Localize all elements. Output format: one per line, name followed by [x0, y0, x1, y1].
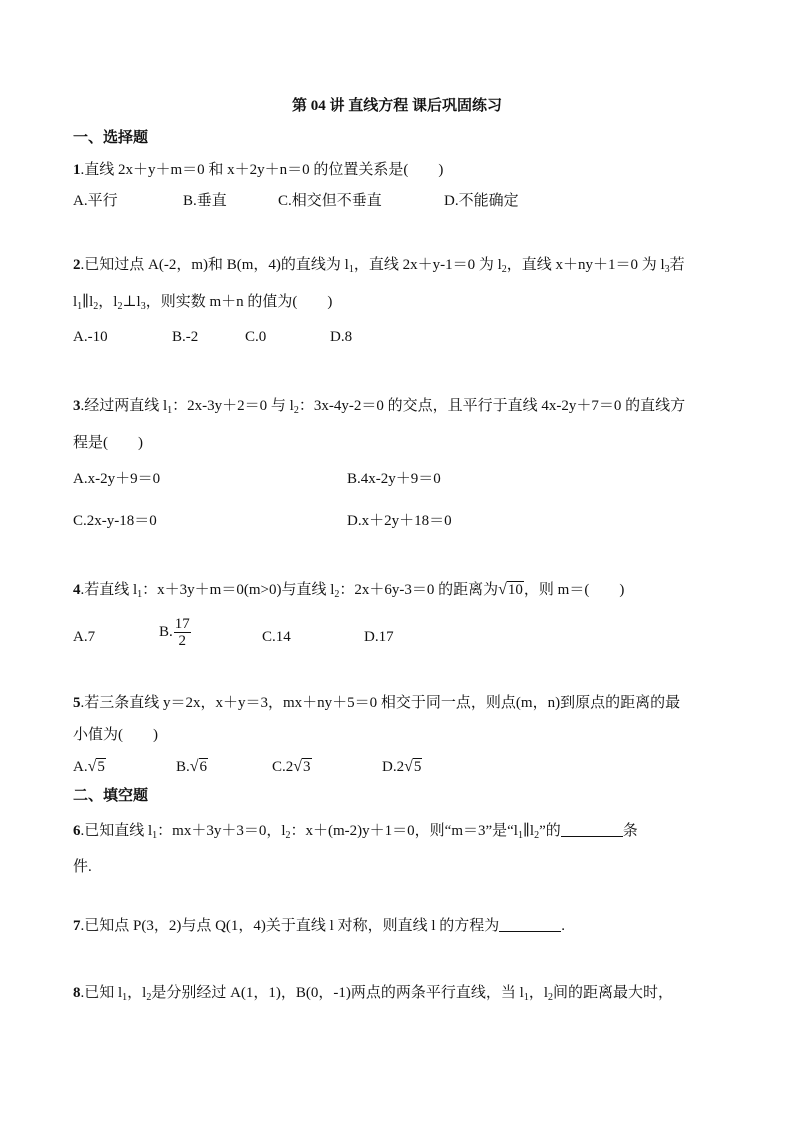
subscript: 2	[93, 301, 99, 312]
question-text: ∥l	[82, 294, 94, 310]
question-text: ⊥l	[122, 294, 141, 310]
question-number: 4	[73, 582, 81, 598]
question-text: ：2x＋6y-3＝0 的距离为	[339, 582, 499, 598]
square-root: √6	[189, 758, 208, 775]
subscript: 1	[152, 830, 158, 841]
question-7	[73, 916, 565, 936]
question-5-line-2: 小值为( )	[73, 727, 158, 743]
option-c	[272, 757, 312, 777]
subscript: 1	[167, 405, 173, 416]
question-number: 1	[73, 162, 81, 178]
question-text: .	[561, 918, 565, 934]
option-d	[382, 757, 422, 777]
option-a: A.7	[73, 629, 96, 645]
fraction	[174, 616, 191, 649]
denominator: 2	[178, 633, 187, 649]
question-text: .若三条直线 y＝2x，x＋y＝3，mx＋ny＋5＝0 相交于同一点，则点(m，n)到原点的距离的最	[80, 695, 681, 711]
question-text: 是分别经过 A(1，1)，B(0，-1)两点的两条平行直线，当 l	[151, 985, 524, 1001]
subscript: 1	[523, 992, 529, 1003]
option-a: A.-10	[73, 329, 108, 345]
question-2-line-2	[73, 292, 332, 312]
question-text: .已知 l	[80, 985, 123, 1001]
question-text: l	[73, 294, 78, 310]
square-root: √5	[87, 758, 105, 775]
option-a	[73, 757, 106, 777]
question-text: ，l	[98, 294, 118, 310]
option-c: C.相交但不垂直	[278, 193, 382, 209]
subscript: 1	[122, 992, 128, 1003]
question-text: .已知点 P(3，2)与点 Q(1，4)关于直线 l 对称，则直线 l 的方程为	[80, 918, 500, 934]
question-text: ，l	[127, 985, 147, 1001]
option-label: A.	[73, 759, 88, 775]
question-text: ：2x-3y＋2＝0 与 l	[172, 398, 294, 414]
question-3-line-2: 程是( )	[73, 435, 143, 451]
section-heading-fill: 二、填空题	[73, 788, 149, 804]
subscript: 3	[140, 301, 146, 312]
subscript: 2	[334, 589, 340, 600]
subscript: 1	[77, 301, 83, 312]
question-text: ”的	[539, 823, 561, 839]
question-text: .已知过点 A(-2，m)和 B(m，4)的直线为 l	[80, 257, 349, 273]
square-root: √5	[404, 758, 422, 775]
option-label: B.	[159, 624, 173, 640]
question-text: .已知直线 l	[80, 823, 153, 839]
question-5	[73, 693, 680, 713]
question-text: ：x＋(m-2)y＋1＝0，则“m＝3”是“l	[290, 823, 518, 839]
radicand: 6	[199, 759, 208, 775]
subscript: 1	[137, 589, 143, 600]
question-4	[73, 580, 624, 600]
question-text: 条	[622, 823, 638, 839]
option-a: A.平行	[73, 193, 118, 209]
question-6	[73, 821, 638, 841]
option-a: A.x-2y＋9＝0	[73, 471, 161, 487]
square-root: √3	[293, 758, 311, 775]
radicand: 3	[303, 759, 311, 775]
question-text: 间的距离最大时，	[553, 985, 674, 1001]
question-text: ∥l	[522, 823, 535, 839]
option-c: C.2x-y-18＝0	[73, 513, 157, 529]
question-text: ，则 m＝( )	[523, 582, 625, 598]
option-b: B.4x-2y＋9＝0	[347, 471, 441, 487]
question-number: 2	[73, 257, 81, 273]
subscript: 1	[517, 830, 523, 841]
question-text: ：mx＋3y＋3＝0，l	[157, 823, 286, 839]
question-3	[73, 396, 685, 416]
subscript: 2	[548, 992, 553, 1003]
question-text: ：x＋3y＋m＝0(m>0)与直线 l	[142, 582, 335, 598]
radicand: 5	[413, 759, 422, 775]
numerator: 17	[174, 616, 190, 632]
option-label: B.	[176, 759, 190, 775]
subscript: 2	[534, 830, 540, 841]
option-d: D.x＋2y＋18＝0	[347, 513, 452, 529]
question-number: 3	[73, 398, 81, 414]
option-c: C.0	[245, 329, 267, 345]
option-d: D.8	[330, 329, 353, 345]
option-b: B.-2	[172, 329, 199, 345]
option-d: D.17	[364, 629, 394, 645]
question-text: 若	[669, 257, 685, 273]
question-2	[73, 255, 685, 275]
question-text: ，直线 2x＋y-1＝0 为 l	[353, 257, 502, 273]
option-b	[176, 757, 208, 777]
question-8	[73, 983, 673, 1003]
question-text: .若直线 l	[80, 582, 138, 598]
answer-blank[interactable]	[499, 917, 561, 932]
option-d: D.不能确定	[444, 193, 519, 209]
option-label: D.2	[382, 759, 405, 775]
subscript: 2	[117, 301, 123, 312]
question-text: .经过两直线 l	[80, 398, 168, 414]
question-number: 6	[73, 823, 81, 839]
question-text: ，l	[528, 985, 548, 1001]
question-6-line-2: 件.	[73, 859, 92, 875]
page-title: 第 04 讲 直线方程 课后巩固练习	[291, 98, 502, 114]
section-heading-choice: 一、选择题	[73, 130, 149, 146]
question-number: 8	[73, 985, 81, 1001]
question-number: 5	[73, 695, 81, 711]
question-text: ：3x-4y-2＝0 的交点，且平行于直线 4x-2y＋7＝0 的直线方	[298, 398, 686, 414]
option-c: C.14	[262, 629, 291, 645]
option-b: B.垂直	[183, 193, 227, 209]
option-label: C.2	[272, 759, 294, 775]
question-text: ，则实数 m＋n 的值为( )	[145, 294, 333, 310]
square-root: √10	[498, 581, 523, 598]
option-b	[159, 616, 191, 649]
subscript: 2	[293, 405, 299, 416]
subscript: 3	[664, 264, 670, 275]
subscript: 2	[146, 992, 152, 1003]
subscript: 1	[348, 264, 354, 275]
question-number: 7	[73, 918, 81, 934]
answer-blank[interactable]	[561, 822, 623, 837]
subscript: 2	[285, 830, 291, 841]
question-text: .直线 2x＋y＋m＝0 和 x＋2y＋n＝0 的位置关系是( )	[80, 162, 444, 178]
radicand: 5	[97, 759, 105, 775]
subscript: 2	[501, 264, 507, 275]
question-1	[73, 160, 443, 180]
question-text: ，直线 x＋ny＋1＝0 为 l	[506, 257, 665, 273]
radicand: 10	[507, 582, 523, 598]
